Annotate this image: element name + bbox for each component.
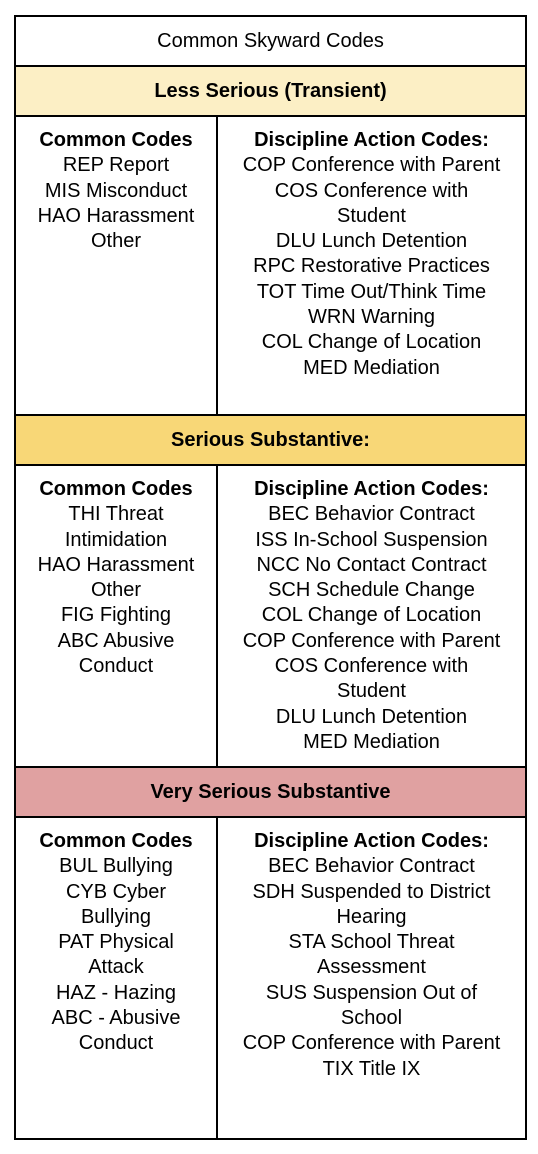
section-content-serious: [16, 466, 525, 768]
code-item: ABC - Abusive: [51, 1007, 181, 1030]
action-codes-cell: [218, 117, 525, 414]
code-item: BUL Bullying: [59, 855, 173, 878]
section-content-very-serious: [16, 818, 525, 1138]
code-item: THI Threat: [68, 503, 164, 526]
code-item: Other: [90, 230, 142, 253]
section-heading-less-serious: Less Serious (Transient): [16, 67, 525, 117]
common-codes-cell: [16, 818, 218, 1138]
common-codes-header: Common Codes: [39, 478, 193, 500]
action-item: ISS In-School Suspension: [255, 528, 488, 551]
action-item: COP Conference with Parent: [242, 629, 501, 652]
action-codes-header: Discipline Action Codes:: [254, 478, 489, 500]
action-item: RPC Restorative Practices: [253, 255, 490, 278]
action-item: Hearing: [336, 905, 407, 928]
action-item: TOT Time Out/Think Time: [256, 280, 487, 303]
code-item: Other: [90, 579, 142, 602]
action-item: Student: [337, 680, 406, 703]
action-item: COP Conference with Parent: [242, 1032, 501, 1055]
action-codes-header: Discipline Action Codes:: [254, 830, 489, 852]
action-item: COS Conference with: [274, 179, 469, 202]
action-item: WRN Warning: [307, 306, 436, 329]
code-item: MIS Misconduct: [44, 179, 188, 202]
action-item: COS Conference with: [274, 655, 469, 678]
code-item: Conduct: [78, 1032, 154, 1055]
action-item: NCC No Contact Contract: [256, 553, 487, 576]
code-item: FIG Fighting: [60, 604, 172, 627]
action-codes-cell: [218, 466, 525, 766]
action-item: COL Change of Location: [261, 331, 482, 354]
code-item: Attack: [88, 956, 144, 979]
common-codes-cell: [16, 117, 218, 414]
action-item: BEC Behavior Contract: [268, 503, 475, 526]
code-item: Conduct: [78, 655, 154, 678]
codes-table: [14, 15, 527, 1140]
code-item: ABC Abusive: [57, 629, 175, 652]
code-item: HAO Harassment: [37, 553, 195, 576]
action-item: MED Mediation: [303, 356, 440, 379]
table-title: Common Skyward Codes: [16, 17, 525, 67]
action-item: TIX Title IX: [322, 1057, 421, 1080]
code-item: HAZ - Hazing: [55, 981, 177, 1004]
action-item: Student: [337, 204, 406, 227]
action-item: SDH Suspended to District: [252, 880, 491, 903]
action-item: BEC Behavior Contract: [268, 855, 475, 878]
code-item: PAT Physical: [58, 931, 174, 954]
code-item: REP Report: [62, 154, 170, 177]
action-item: Assessment: [317, 956, 426, 979]
action-item: STA School Threat: [288, 931, 455, 954]
action-codes-header: Discipline Action Codes:: [254, 129, 489, 151]
section-heading-very-serious: Very Serious Substantive: [16, 768, 525, 818]
code-item: Intimidation: [64, 528, 168, 551]
action-item: DLU Lunch Detention: [275, 705, 468, 728]
code-item: Bullying: [80, 905, 152, 928]
action-item: COL Change of Location: [261, 604, 482, 627]
common-codes-header: Common Codes: [39, 830, 193, 852]
section-heading-serious: Serious Substantive:: [16, 416, 525, 466]
action-item: MED Mediation: [303, 730, 440, 753]
action-item: SCH Schedule Change: [268, 579, 475, 602]
section-content-less-serious: [16, 117, 525, 416]
action-item: School: [340, 1007, 403, 1030]
code-item: HAO Harassment: [37, 204, 195, 227]
action-item: COP Conference with Parent: [242, 154, 501, 177]
action-item: SUS Suspension Out of: [265, 981, 478, 1004]
action-codes-cell: [218, 818, 525, 1138]
code-item: CYB Cyber: [65, 880, 167, 903]
action-item: DLU Lunch Detention: [275, 230, 468, 253]
common-codes-cell: [16, 466, 218, 766]
common-codes-header: Common Codes: [39, 129, 193, 151]
